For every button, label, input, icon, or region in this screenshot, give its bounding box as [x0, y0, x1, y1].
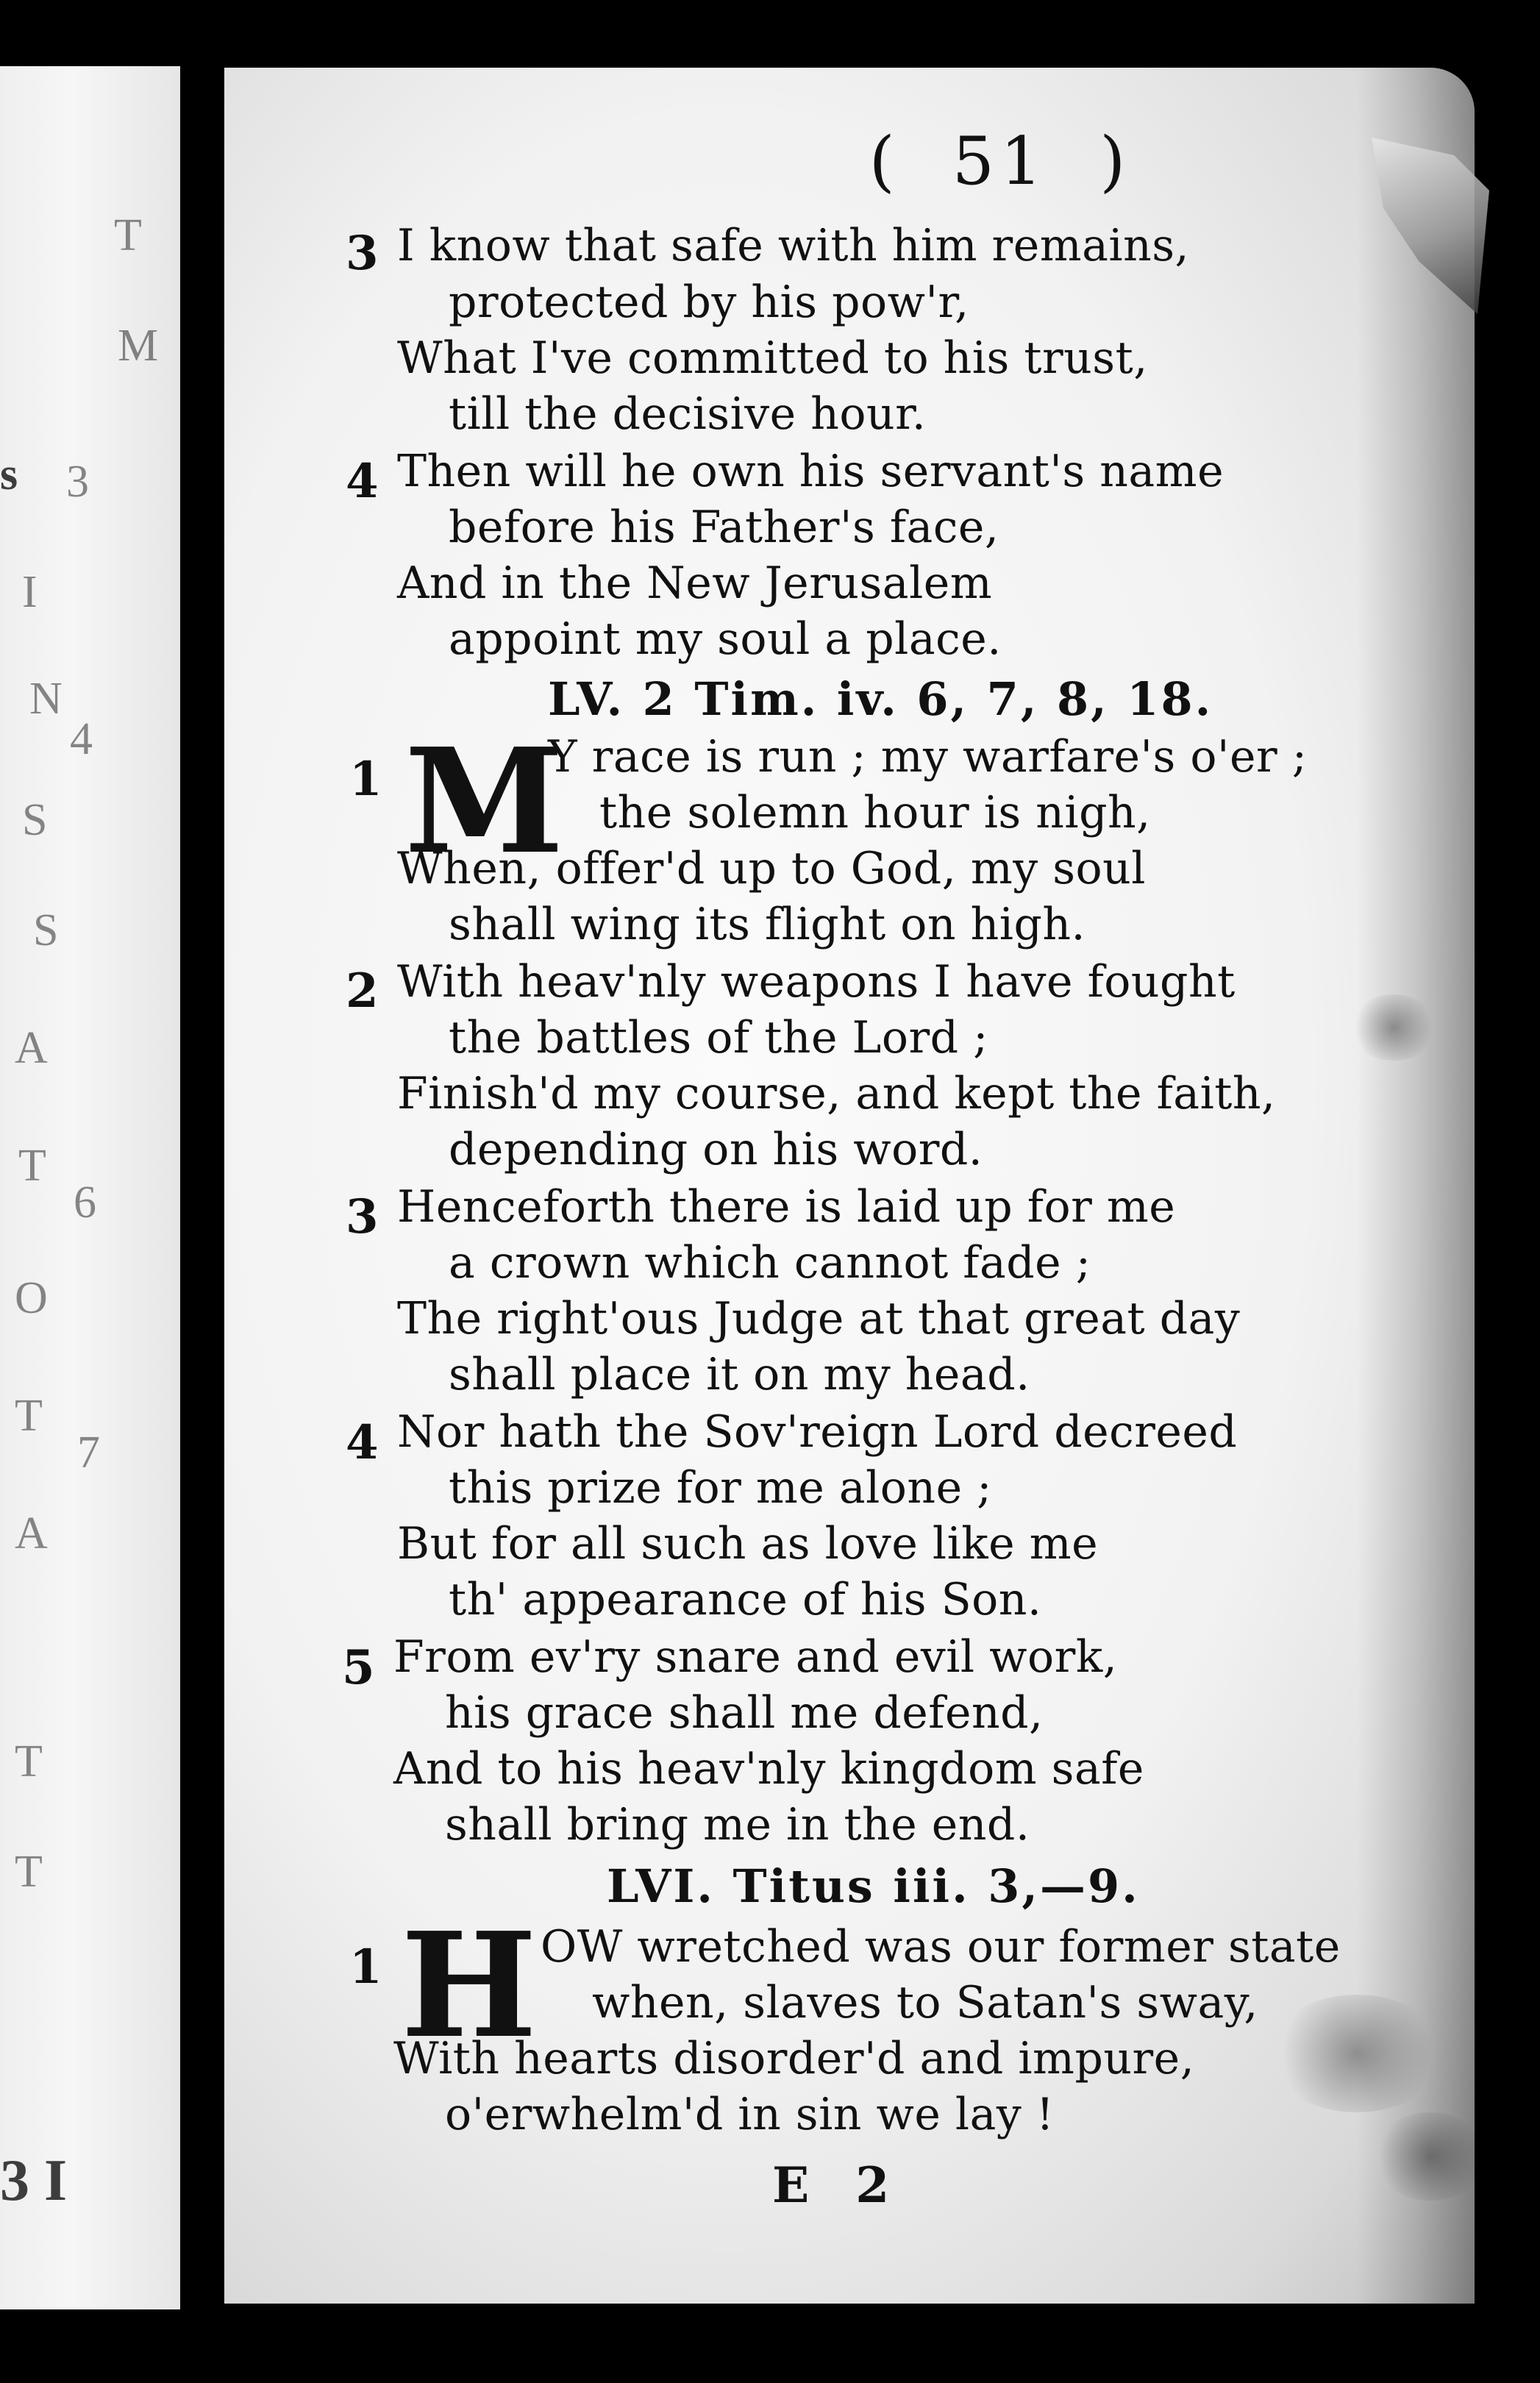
verse-line: protected by his pow'r, — [449, 277, 969, 328]
left-facing-page — [0, 66, 180, 2309]
verse-line: Then will he own his servant's name — [397, 446, 1224, 497]
left-mark: M — [118, 321, 159, 371]
verse-line: Nor hath the Sov'reign Lord decreed — [397, 1406, 1238, 1458]
verse-line: shall wing its flight on high. — [449, 899, 1086, 950]
drop-cap: M — [404, 717, 564, 886]
verse-line: shall place it on my head. — [449, 1349, 1030, 1400]
verse-line: th' appearance of his Son. — [449, 1574, 1042, 1625]
book-page — [224, 68, 1475, 2304]
verse-line: And in the New Jerusalem — [397, 558, 993, 609]
verse-line: With hearts disorder'd and impure, — [393, 2033, 1195, 2084]
left-mark: s — [0, 449, 18, 499]
left-mark: T — [15, 1737, 43, 1787]
verse-line: Finish'd my course, and kept the faith, — [397, 1068, 1276, 1119]
left-mark: T — [114, 210, 142, 260]
verse-line: his grace shall me defend, — [445, 1687, 1044, 1739]
verse-number: 3 — [346, 1189, 379, 1244]
hymn-heading: LVI. Titus iii. 3,—9. — [607, 1859, 1140, 1913]
book-gutter — [180, 59, 224, 2317]
left-mark: S — [22, 795, 48, 845]
verse-number: 4 — [346, 1415, 379, 1470]
left-mark: A — [15, 1508, 48, 1559]
page-content — [224, 68, 1475, 2304]
left-mark: T — [18, 1141, 46, 1191]
verse-number: 5 — [342, 1640, 375, 1695]
page-number-open-paren: ( — [869, 123, 901, 200]
left-mark: O — [15, 1273, 48, 1323]
verse-line: The right'ous Judge at that great day — [397, 1293, 1241, 1344]
verse-line: the solemn hour is nigh, — [599, 787, 1151, 838]
verse-line: What I've committed to his trust, — [397, 332, 1148, 384]
verse-line: before his Father's face, — [449, 502, 999, 553]
signature-mark: E 2 — [772, 2156, 905, 2214]
left-mark: 6 — [74, 1178, 96, 1228]
left-mark: 3 — [66, 457, 89, 507]
left-mark: S — [33, 905, 59, 955]
verse-line: But for all such as love like me — [397, 1518, 1099, 1570]
page-number-close-paren: ) — [1099, 123, 1132, 200]
verse-line: a crown which cannot fade ; — [449, 1237, 1091, 1289]
verse-number: 1 — [349, 752, 382, 807]
page-number-value: 51 — [952, 123, 1049, 200]
left-mark: 4 — [70, 714, 93, 764]
verse-line: I know that safe with him remains, — [397, 220, 1190, 271]
left-mark: 3 I — [0, 2148, 68, 2213]
hymn-heading: LV. 2 Tim. iv. 6, 7, 8, 18. — [548, 672, 1213, 726]
verse-line: till the decisive hour. — [449, 388, 927, 440]
verse-line: o'erwhelm'd in sin we lay ! — [445, 2089, 1055, 2140]
verse-line: Y race is run ; my warfare's o'er ; — [548, 731, 1308, 783]
verse-line: Henceforth there is laid up for me — [397, 1181, 1176, 1233]
verse-line: shall bring me in the end. — [445, 1799, 1030, 1851]
verse-line: this prize for me alone ; — [449, 1462, 992, 1514]
verse-number: 2 — [346, 963, 379, 1019]
verse-number: 4 — [346, 454, 379, 509]
verse-line: When, offer'd up to God, my soul — [397, 843, 1146, 894]
verse-line: when, slaves to Satan's sway, — [592, 1977, 1258, 2028]
verse-number: 3 — [346, 226, 379, 281]
verse-line: appoint my soul a place. — [449, 613, 1002, 665]
drop-cap: H — [401, 1901, 538, 2070]
left-mark: 7 — [77, 1428, 100, 1478]
verse-line: With heav'nly weapons I have fought — [397, 956, 1236, 1008]
left-mark: A — [15, 1023, 48, 1073]
left-mark: T — [15, 1847, 43, 1897]
left-page-bleed-text — [0, 66, 180, 2309]
verse-line: And to his heav'nly kingdom safe — [393, 1743, 1144, 1795]
left-mark: I — [22, 567, 38, 617]
verse-line: From ev'ry snare and evil work, — [393, 1631, 1118, 1683]
verse-line: OW wretched was our former state — [541, 1921, 1341, 1973]
verse-line: the battles of the Lord ; — [449, 1012, 988, 1064]
left-mark: T — [15, 1391, 43, 1441]
verse-number: 1 — [349, 1939, 382, 1995]
left-mark: N — [29, 674, 63, 724]
verse-line: depending on his word. — [449, 1124, 983, 1175]
